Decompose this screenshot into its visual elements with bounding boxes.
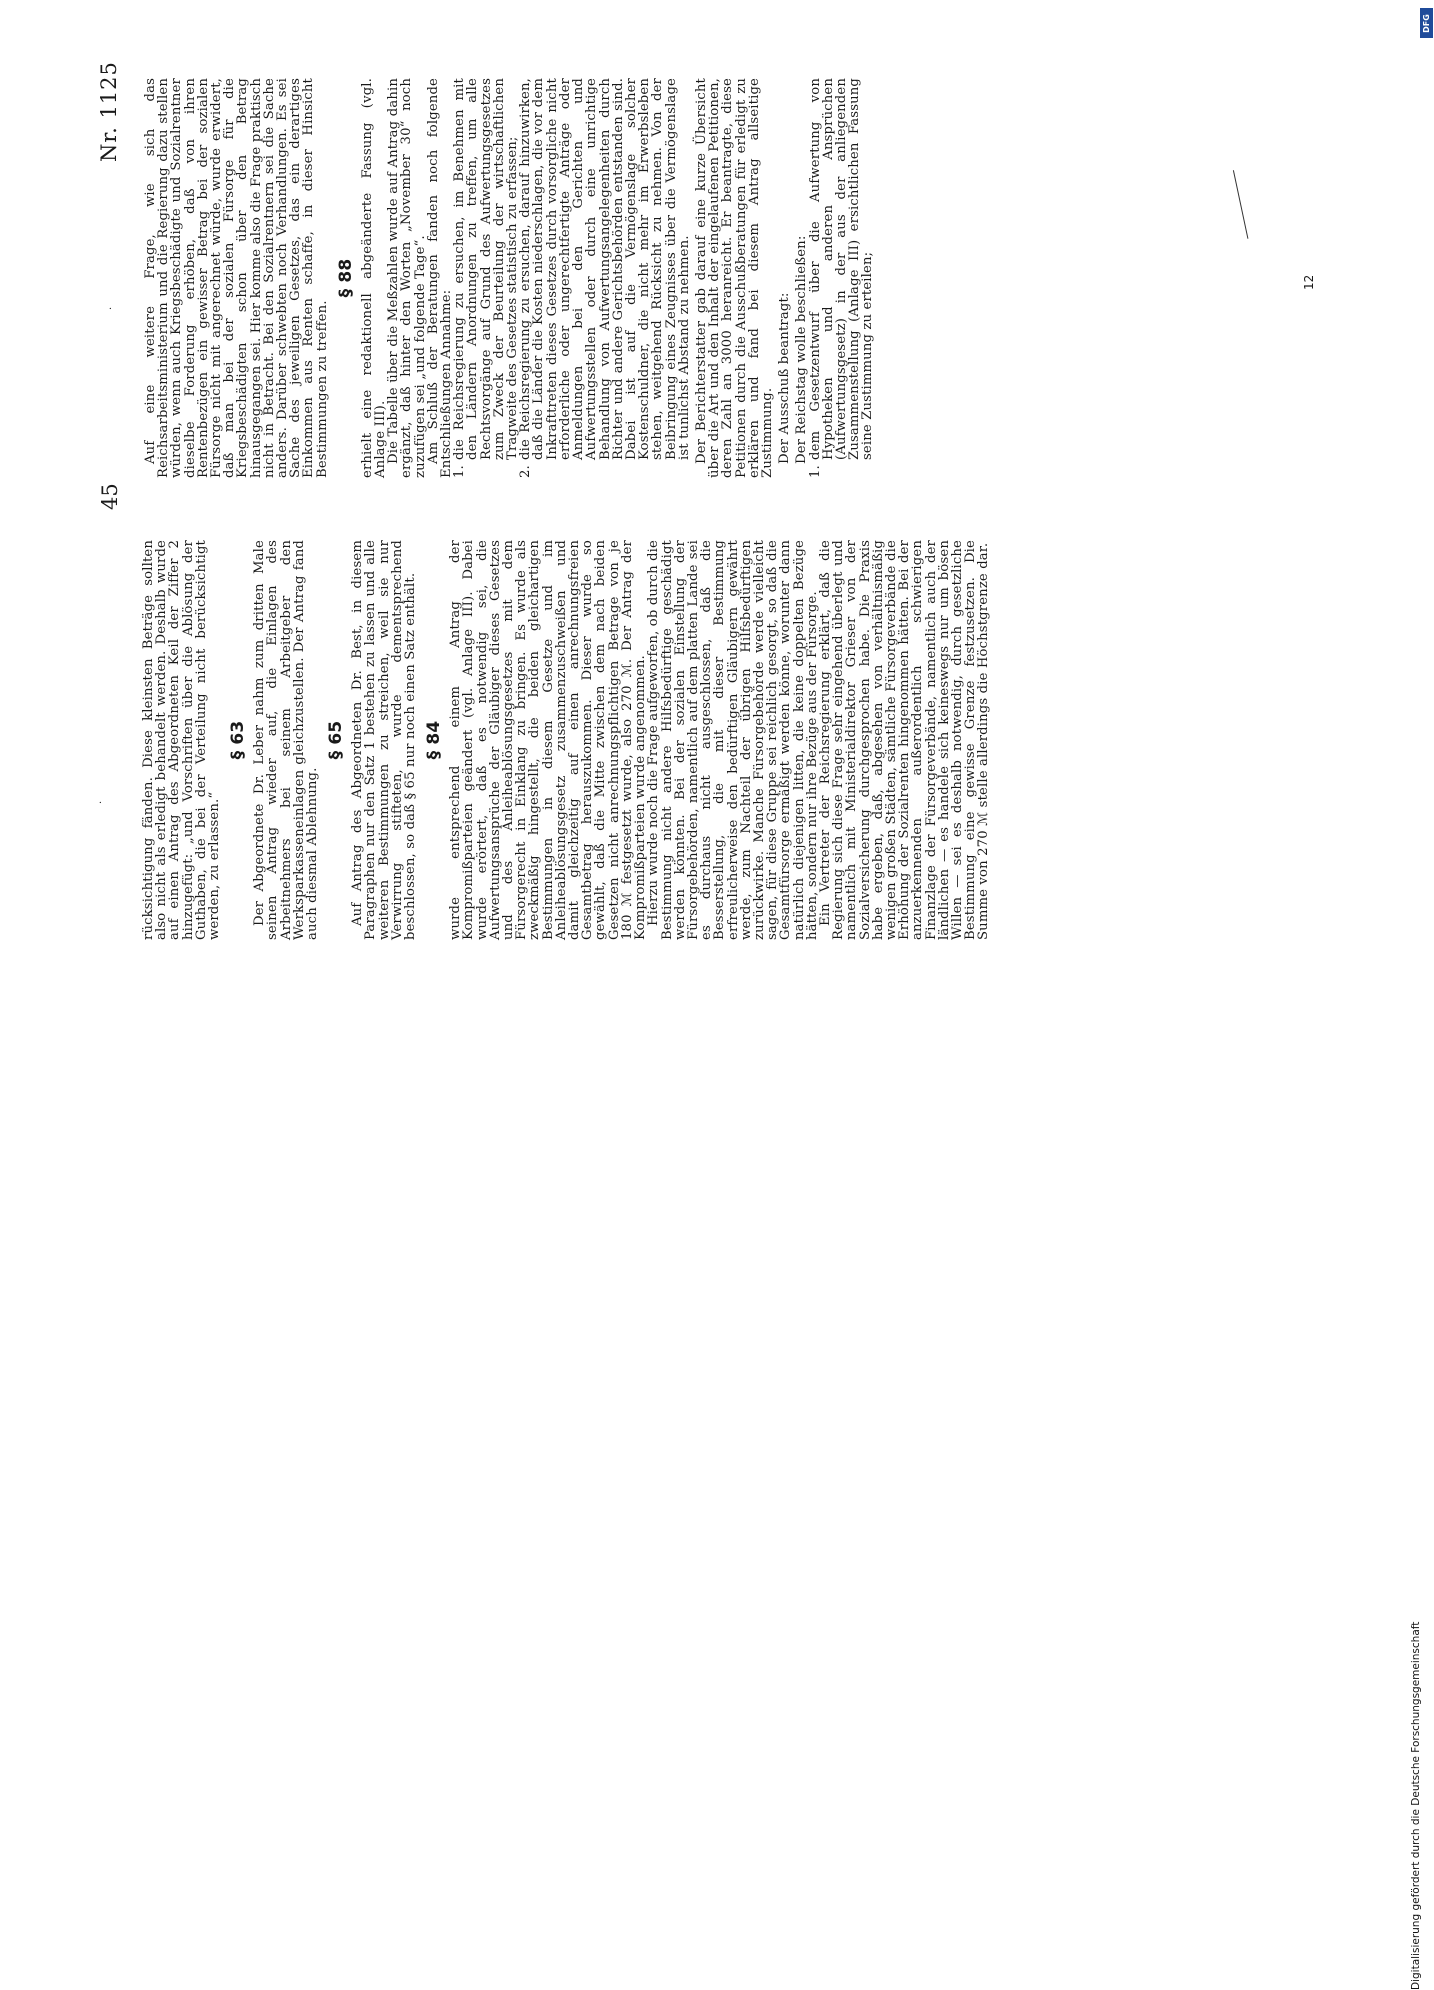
- section-heading-65: § 65: [326, 720, 347, 760]
- dfg-logo: DFG: [1420, 8, 1433, 38]
- scan-speck: ·: [96, 800, 107, 804]
- digitization-note: Digitalisierung gefördert durch die Deutsche Forschungsgemeinschaft: [1410, 1621, 1422, 1990]
- paragraph: erhielt eine redaktionell abgeänderte Fassung (vgl. Anlage III).: [359, 78, 389, 478]
- paragraph: Der Ausschuß beantragt:: [777, 292, 793, 464]
- left-text-column: [142, 540, 991, 940]
- scan-speck: ·: [106, 306, 117, 310]
- section-heading-63: § 63: [228, 720, 249, 760]
- paragraph: Der Berichterstatter gab darauf eine kurze Übersicht über die Art und den Inhalt der eingelaufenen Petitionen, deren Zahl an 3000 heranreicht. Er beantragte, diese Petitionen durch die Ausschußberatungen für erledigt zu erklären und fand bei diesem Antrag allseitige Zustimmung.: [693, 78, 775, 478]
- section-heading-84: § 84: [424, 720, 445, 760]
- list-number: 2.: [518, 465, 534, 478]
- paragraph: Der Abgeordnete Dr. Leber nahm zum dritten Male seinen Antrag wieder auf, die Einlagen des Arbeitnehmers bei seinem Arbeitgeber den Werksparkasseneinlagen gleichzustellen. Der Antrag fand auch diesmal Ablehnung.: [252, 540, 321, 940]
- list-number: 1.: [807, 465, 823, 478]
- paragraph: Die Tabelle über die Meßzahlen wurde auf Antrag dahin ergänzt, daß hinter den Worten „November 30“ noch zuzufügen sei „und folgende Tage“.: [386, 78, 428, 478]
- digitization-strip: [1410, 0, 1434, 1990]
- resolution-item: [519, 78, 691, 478]
- resolution-item: [453, 78, 519, 478]
- paragraph: Auf eine weitere Frage, wie sich das Reichsarbeitsministerium und die Regierung dazu stellen würden, wenn auch Kriegsbeschädigte und Sozialrentner dieselbe Forderung erhöben, daß von ihren Rentenbezügen ein gewisser Betrag bei der sozialen Fürsorge nicht mit angerechnet würde, wurde erwidert, daß man bei der sozialen Fürsorge für die Kriegsbeschädigten schon über den Betrag hinausgegangen sei. Hier komme also die Frage praktisch nicht in Betracht. Bei den Sozialrentnern sei die Sache anders. Darüber schwebten noch Verhandlungen. Es sei Sache des jeweiligen Gesetzes, das ein derartiges Einkommen aus Renten schaffe, in dieser Hinsicht Bestimmungen zu treffen.: [143, 78, 330, 478]
- bracket-mark: [1233, 167, 1262, 239]
- sheet-number: 12: [1302, 274, 1316, 290]
- right-text-column: [144, 78, 875, 478]
- list-number: 1.: [452, 465, 468, 478]
- paragraph: Der Reichstag wolle beschließen:: [794, 235, 810, 464]
- paragraph: Hierzu wurde noch die Frage aufgeworfen, ob durch die Bestimmung nicht andere Hilfsbedürftige geschädigt werden könnten. Bei der sozialen Einstellung der Fürsorgebehörden, namentlich auf dem platten Lande sei es durchaus nicht ausgeschlossen, daß die Besserstellung, die mit dieser Bestimmung erfreulicherweise den bedürftigen Gläubigern gewährt werde, zum Nachteil der übrigen Hilfsbedürftigen zurückwirke. Manche Fürsorgebehörde werde vielleicht sagen, für diese Gruppe sei reichlich gesorgt, so daß die Gesamtfürsorge ermäßigt werden könne, worunter dann natürlich diejenigen litten, die keine doppelten Bezüge hätten, sondern nur ihre Bezüge aus der Fürsorge.: [646, 540, 820, 940]
- page-number: 45: [98, 483, 122, 510]
- section-heading-88: § 88: [335, 258, 356, 298]
- paragraph: Am Schluß der Beratungen fanden noch folgende Entschließungen Annahme:: [425, 78, 455, 478]
- list-text: die Reichsregierung zu ersuchen, darauf hinzuwirken, daß die Länder die Kosten niederschlagen, die vor dem Inkrafttreten dieses Gesetzes durch vorsorgliche nicht erforderliche oder ungerechtfertigte Anträge oder Anmeldungen bei den Gerichten und Aufwertungsstellen oder durch eine unrichtige Behandlung von Aufwertungsangelegenheiten durch Richter und andere Gerichtsbehörden entstanden sind. Dabei ist auf die Vermögenslage solcher Kostenschuldner, die nicht mehr im Erwerbsleben stehen, weitgehend Rücksicht zu nehmen. Von der Beibringung eines Zeugnisses über die Vermögenslage ist tunlichst Abstand zu nehmen.: [518, 78, 692, 460]
- paragraph: rücksichtigung fänden. Diese kleinsten Beträge sollten also nicht als erledigt behandelt werden. Deshalb wurde auf einen Antrag des Abgeordneten Keil der Ziffer 2 hinzugefügt: „und Vorschriften über die Ablösung der Guthaben, die bei der Verteilung nicht berücksichtigt werden, zu erlassen.“: [141, 540, 223, 940]
- list-text: dem Gesetzentwurf über die Aufwertung von Hypotheken und anderen Ansprüchen (Aufwertungsgesetz) in der aus der anliegenden Zusammenstellung (Anlage III) ersichtlichen Fassung seine Zustimmung zu erteilen;: [807, 78, 876, 460]
- list-text: die Reichsregierung zu ersuchen, im Benehmen mit den Ländern Anordnungen zu treffen, um alle Rechtsvorgänge auf Grund des Aufwertungsgesetzes zum Zweck der Beurteilung der wirtschaftlichen Tragweite des Gesetzes statistisch zu erfassen;: [452, 78, 521, 460]
- document-number: Nr. 1125: [97, 61, 121, 162]
- paragraph: Auf Antrag des Abgeordneten Dr. Best, in diesem Paragraphen nur den Satz 1 bestehen zu lassen und alle weiteren Bestimmungen zu streichen, weil sie nur Verwirrung stifteten, wurde dementsprechend beschlossen, so daß § 65 nur noch einen Satz enthält.: [350, 540, 419, 940]
- paragraph: Ein Vertreter der Reichsregierung erklärt, daß die Regierung sich diese Frage sehr eingehend überlegt und namentlich mit Ministerialdirektor Grieser von der Sozialversicherung durchgesprochen habe. Die Praxis habe ergeben, daß, abgesehen von verhältnismäßig wenigen großen Städten, sämtliche Fürsorgeverbände die Erhöhung der Sozialrenten hingenommen hätten. Bei der anzuerkennenden außerordentlich schwierigen Finanzlage der Fürsorgeverbände, namentlich auch der ländlichen — es handele sich keineswegs nur um bösen Willen — sei es deshalb notwendig, durch gesetzliche Bestimmung eine gewisse Grenze festzusetzen. Die Summe von 270 ℳ stelle allerdings die Höchstgrenze dar.: [817, 540, 992, 940]
- motion-item: [809, 78, 875, 478]
- paragraph: wurde entsprechend einem Antrag der Kompromißparteien geändert (vgl. Anlage III). Dabei wurde erörtert, daß es notwendig sei, die Aufwertungsansprüche der Gläubiger dieses Gesetzes und des Anleiheablösungsgesetzes mit dem Fürsorgerecht in Einklang zu bringen. Es wurde als zweckmäßig hingestellt, die beiden gleichartigen Bestimmungen in diesem Gesetze und im Anleiheablösungsgesetz zusammenzuschweißen und damit gleichzeitig auf einen anrechnungsfreien Gesamtbetrag herauszukommen. Dieser wurde so gewählt, daß die Mitte zwischen dem nach beiden Gesetzen nicht anrechnungspflichtigen Betrage von je 180 ℳ festgesetzt wurde, also 270 ℳ. Der Antrag der Kompromißparteien wurde angenommen.: [448, 540, 649, 940]
